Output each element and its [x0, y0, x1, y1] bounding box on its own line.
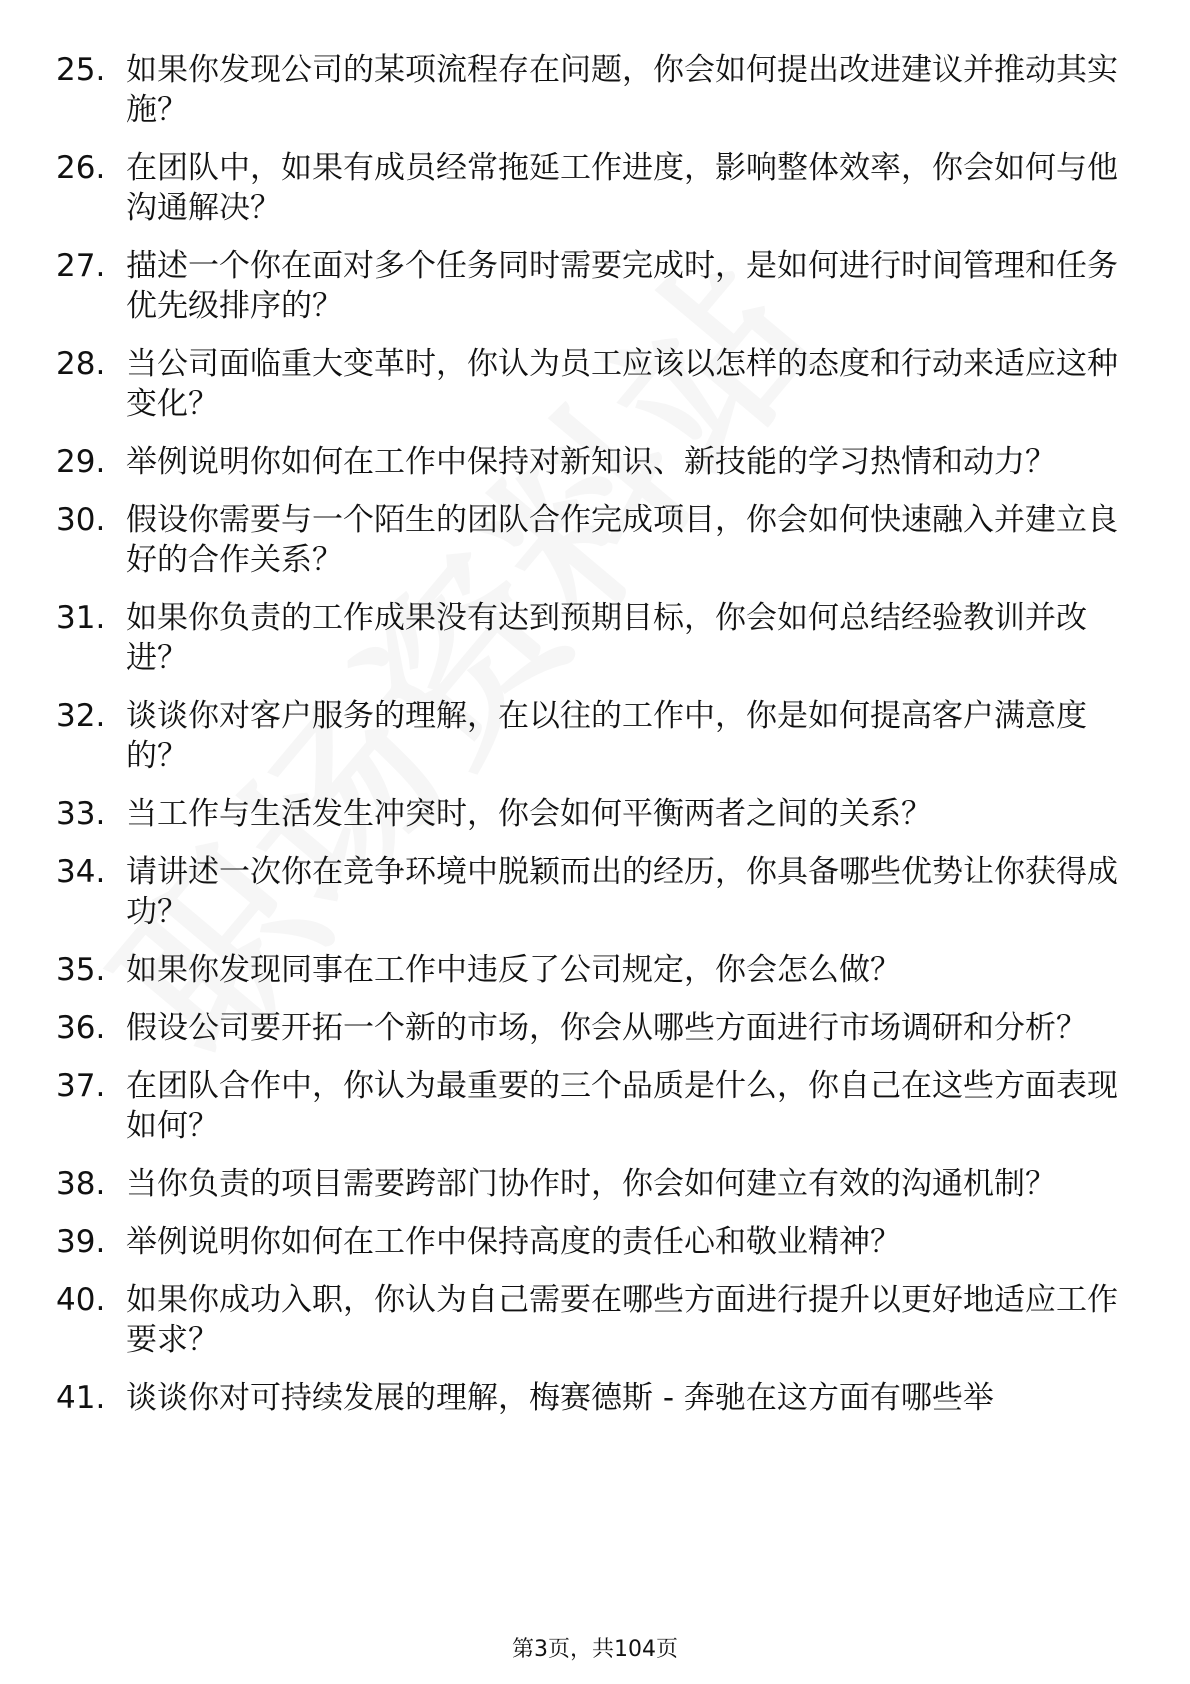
list-item	[56, 1222, 1136, 1262]
question-list	[56, 50, 1136, 1436]
list-item	[56, 852, 1136, 932]
question-number: 34.	[56, 854, 106, 890]
list-item	[56, 50, 1136, 130]
question-number: 29.	[56, 444, 106, 480]
question-text: 如果你负责的工作成果没有达到预期目标，你会如何总结经验教训并改进？	[126, 600, 1087, 676]
question-number: 25.	[56, 52, 106, 88]
list-item	[56, 598, 1136, 678]
question-number: 31.	[56, 600, 106, 636]
question-text: 描述一个你在面对多个任务同时需要完成时，是如何进行时间管理和任务优先级排序的？	[126, 248, 1118, 324]
list-item	[56, 950, 1136, 990]
list-item	[56, 246, 1136, 326]
question-text: 假设公司要开拓一个新的市场，你会从哪些方面进行市场调研和分析？	[126, 1010, 1087, 1046]
question-text: 谈谈你对客户服务的理解，在以往的工作中，你是如何提高客户满意度的？	[126, 698, 1087, 774]
question-number: 36.	[56, 1010, 106, 1046]
question-number: 41.	[56, 1380, 106, 1416]
question-text: 当你负责的项目需要跨部门协作时，你会如何建立有效的沟通机制？	[126, 1166, 1056, 1202]
question-text: 在团队中，如果有成员经常拖延工作进度，影响整体效率，你会如何与他沟通解决？	[126, 150, 1118, 226]
question-number: 27.	[56, 248, 106, 284]
list-item	[56, 794, 1136, 834]
question-number: 35.	[56, 952, 106, 988]
list-item	[56, 1008, 1136, 1048]
question-number: 39.	[56, 1224, 106, 1260]
question-text: 谈谈你对可持续发展的理解，梅赛德斯 - 奔驰在这方面有哪些举	[126, 1380, 994, 1416]
list-item	[56, 1066, 1136, 1146]
question-number: 32.	[56, 698, 106, 734]
list-item	[56, 148, 1136, 228]
question-text: 如果你发现同事在工作中违反了公司规定，你会怎么做？	[126, 952, 901, 988]
question-text: 在团队合作中，你认为最重要的三个品质是什么，你自己在这些方面表现如何？	[126, 1068, 1118, 1144]
list-item	[56, 442, 1136, 482]
list-item	[56, 696, 1136, 776]
question-text: 举例说明你如何在工作中保持高度的责任心和敬业精神？	[126, 1224, 901, 1260]
question-number: 37.	[56, 1068, 106, 1104]
question-text: 当工作与生活发生冲突时，你会如何平衡两者之间的关系？	[126, 796, 932, 832]
question-number: 38.	[56, 1166, 106, 1202]
question-number: 40.	[56, 1282, 106, 1318]
list-item	[56, 344, 1136, 424]
page-footer: 第3页，共104页	[512, 1637, 678, 1662]
list-item	[56, 1280, 1136, 1360]
question-text: 当公司面临重大变革时，你认为员工应该以怎样的态度和行动来适应这种变化？	[126, 346, 1118, 422]
list-item	[56, 500, 1136, 580]
question-text: 如果你成功入职，你认为自己需要在哪些方面进行提升以更好地适应工作要求？	[126, 1282, 1118, 1358]
list-item	[56, 1378, 1136, 1418]
question-number: 28.	[56, 346, 106, 382]
question-number: 30.	[56, 502, 106, 538]
question-number: 26.	[56, 150, 106, 186]
question-text: 假设你需要与一个陌生的团队合作完成项目，你会如何快速融入并建立良好的合作关系？	[126, 502, 1118, 578]
question-text: 举例说明你如何在工作中保持对新知识、新技能的学习热情和动力？	[126, 444, 1056, 480]
question-text: 如果你发现公司的某项流程存在问题，你会如何提出改进建议并推动其实施？	[126, 52, 1118, 128]
list-item	[56, 1164, 1136, 1204]
question-text: 请讲述一次你在竞争环境中脱颖而出的经历，你具备哪些优势让你获得成功？	[126, 854, 1118, 930]
question-number: 33.	[56, 796, 106, 832]
